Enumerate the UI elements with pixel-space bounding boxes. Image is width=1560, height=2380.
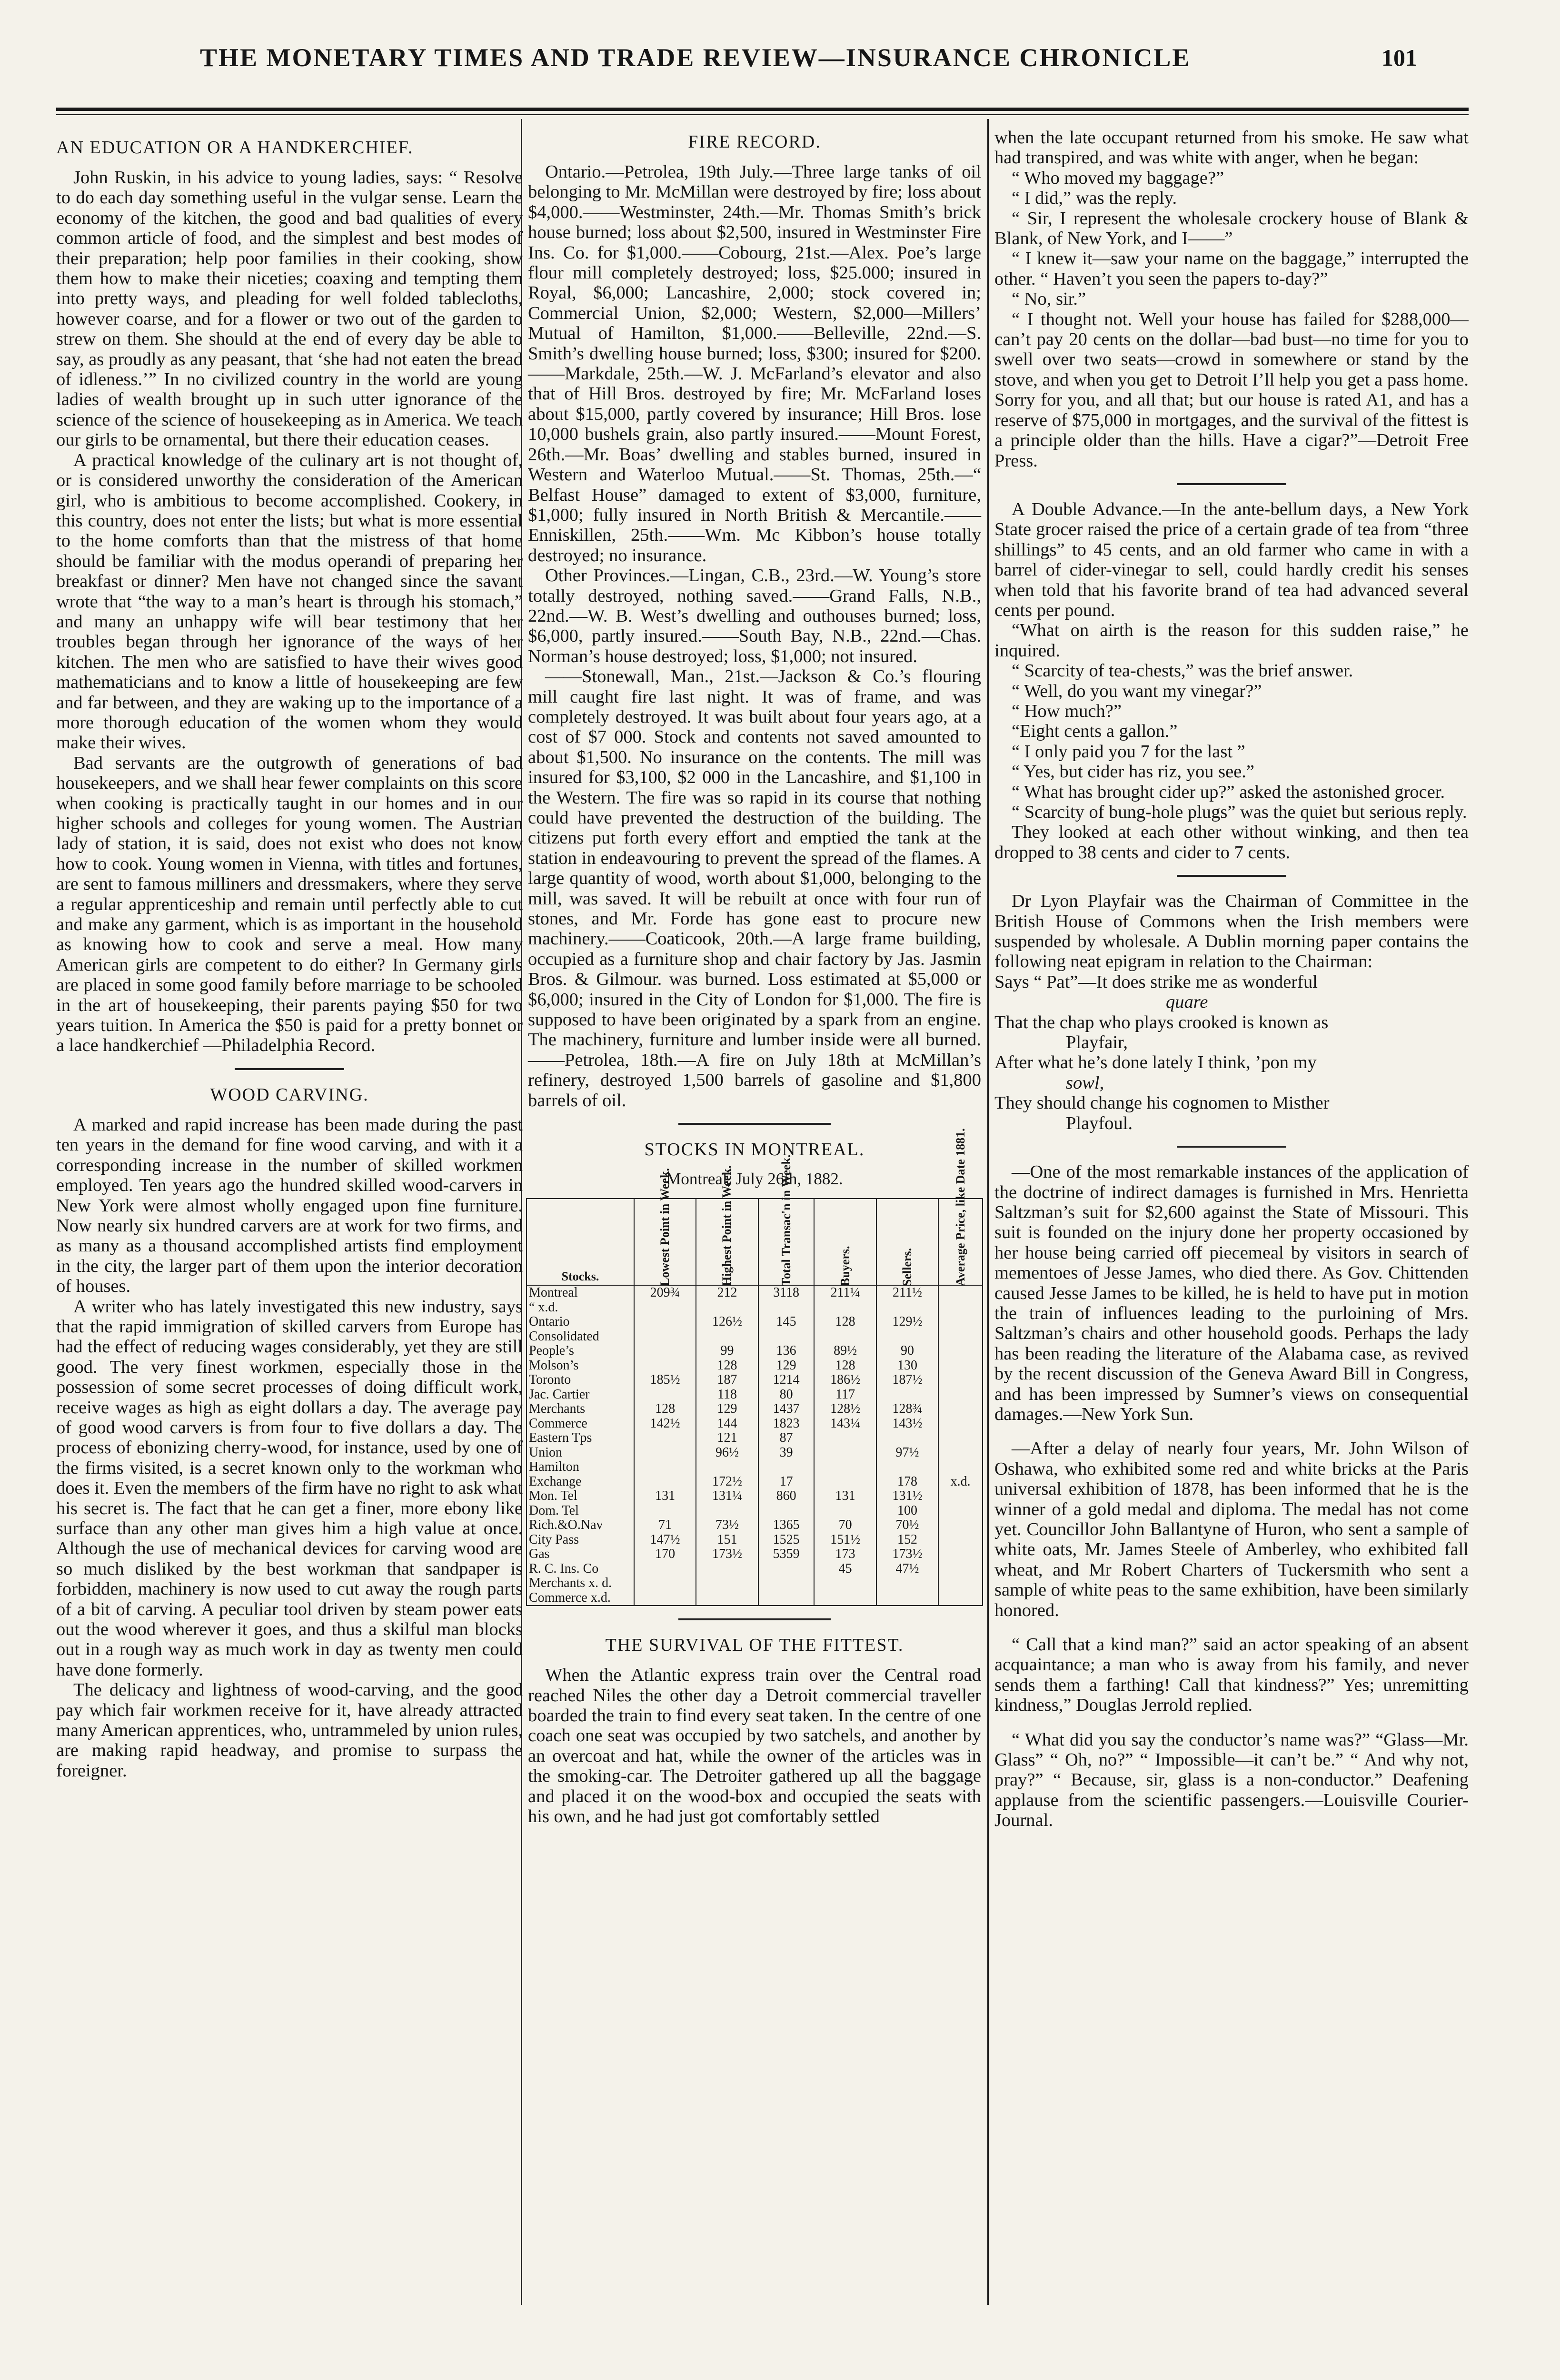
- stock-value-cell: [634, 1475, 696, 1489]
- article-paragraph: “Eight cents a gallon.”: [1012, 721, 1178, 742]
- stock-value-cell: 1365: [758, 1518, 815, 1533]
- stock-name-cell: Dom. Tel: [527, 1504, 634, 1518]
- article-paragraph: “ Scarcity of tea-chests,” was the brief answer.: [1012, 661, 1353, 681]
- stock-value-cell: 209¾: [634, 1285, 696, 1300]
- stocks-row: [527, 1431, 983, 1446]
- stock-value-cell: [938, 1591, 983, 1606]
- article-paragraph: “ I only paid you 7 for the last ”: [1012, 741, 1245, 762]
- stock-value-cell: [696, 1460, 758, 1475]
- stock-value-cell: [758, 1562, 815, 1577]
- stock-value-cell: [938, 1562, 983, 1577]
- stocks-header-row: [527, 1199, 983, 1285]
- article-paragraph: A writer who has lately investigated this new industry, says that the rapid immigration of skilled carvers from Europe has had the effect of reducing wages considerably, yet they are still good. The very finest workmen, especially those in the possession of some secret processes of doing difficult work, receive wages as high as eight dollars a day. The average pay of good wood carvers is from four to five dollars a day. The process of ebonizing cherry-wood, for instance, used by one of the firms visited, is a secret known only to the workman who does it. Even the members of the firm have no right to ask what his secret is. The fact that he can get a finer, more ebony like surface than any other man gives him a high value at once. Although the use of mechanical devices for carving wood are so much disliked by the best workman that sandpaper is forbidden, machinery is now used to cut away the rough parts of a bit of carving. A peculiar tool driven by steam power eats out the wood wherever it goes, and thus a skilful man blocks out in a rough way as much work in day as twenty men could have done formerly.: [56, 1296, 523, 1680]
- stock-value-cell: 45: [814, 1562, 876, 1577]
- article-paragraph: Ontario.—Petrolea, 19th July.—Three large tanks of oil belonging to Mr. McMillan were destroyed by fire; loss about $4,000.——Westminster, 24th.—Mr. Thomas Smith’s brick house burned; loss about $2,500, insured in Westminster Fire Ins. Co. for $1,000.——Cobourg, 21st.—Alex. Poe’s large flour mill completely destroyed; loss, $25.000; insured in Royal, $6,000; Lancashire, 2,000; stock covered in; Commercial Union, $2,000; Western, $2,000—Millers’ Mutual of Hamilton, $1,000.——Belleville, 22nd.—S. Smith’s dwelling house burned; loss, $300; insured for $200.——Markdale, 25th.—W. J. McFarland’s elevator and also that of Hill Bros. destroyed by fire; Mr. McFarland loses about $15,000, partly covered by insurance; Hill Bros. lose 10,000 bushels grain, also partly insured.——Mount Forest, 26th.—Mr. Boas’ dwelling and stables burned, insured in Western and Waterloo Mutual.——St. Thomas, 25th.—“ Belfast House” damaged to extent of $3,000, furniture, $1,000; fully insured in North British & Mercantile.——Enniskillen, 25th.——Wm. Mc Kibbon’s house totally destroyed; no insurance.: [528, 162, 981, 565]
- article-paragraph: They looked at each other without winking, and then tea dropped to 38 cents and cider to 7 cents.: [994, 822, 1469, 863]
- stock-value-cell: 152: [876, 1533, 938, 1547]
- stock-name-cell: Ontario: [527, 1315, 634, 1329]
- stock-value-cell: 142½: [634, 1417, 696, 1431]
- epigram-line: They should change his cognomen to Misther: [994, 1093, 1330, 1113]
- stock-value-cell: 3118: [758, 1285, 815, 1300]
- stock-value-cell: 170: [634, 1547, 696, 1562]
- stocks-row: [527, 1591, 983, 1606]
- stocks-row: [527, 1359, 983, 1373]
- section-separator: [1177, 875, 1286, 877]
- stock-value-cell: [814, 1576, 876, 1591]
- stock-value-cell: [758, 1300, 815, 1315]
- stock-value-cell: 211½: [876, 1285, 938, 1300]
- article-paragraph: A practical knowledge of the culinary art is not thought of, or is considered unworthy the consideration of the American girl, who is ambitious to become accomplished. Cookery, in this country, does not enter the lists; but what is more essential to the home comforts than that the mistress of that home should be familiar with the modus operandi of preparing her breakfast or dinner? Men have not changed since the savant wrote that “the way to a man’s heart is through his stomach,” and many an unhappy wife will bear testimony that her troubles began through her ignorance of the ways of her kitchen. The men who are satisfied to have their wives good mathematicians and to know a little of housekeeping are few and far between, and they are waking up to the importance of a more thorough education of the women whom they would make their wives.: [56, 450, 523, 753]
- stock-value-cell: 211¼: [814, 1285, 876, 1300]
- stock-value-cell: [758, 1576, 815, 1591]
- stocks-row: [527, 1329, 983, 1344]
- article-heading: WOOD CARVING.: [210, 1084, 369, 1105]
- stocks-row: [527, 1576, 983, 1591]
- article-paragraph: Bad servants are the outgrowth of generations of bad housekeepers, and we shall hear fewer complaints on this score when cooking is practically taught in our homes and in our higher schools and colleges for young women. The Austrian lady of station, it is said, does not exist who does not know how to cook. Young women in Vienna, with titles and fortunes, are sent to famous milliners and dressmakers, where they serve a regular apprenticeship and remain until perfectly able to cut and make any garment, which is as important in the household as knowing how to cook and serve a meal. How many American girls are competent to do either? In Germany girls are placed in some good family before marriage to be schooled in the art of housekeeping, their parents paying $50 for two years tuition. In America the $50 is paid for a pretty bonnet or a lace handkerchief —Philadelphia Record.: [56, 753, 523, 1056]
- stock-value-cell: 90: [876, 1344, 938, 1359]
- stocks-row: [527, 1533, 983, 1547]
- stock-name-cell: Jac. Cartier: [527, 1388, 634, 1402]
- article-paragraph: “ What did you say the conductor’s name was?” “Glass—Mr. Glass” “ Oh, no?” “ Impossible—it can’t be.” “ And why not, pray?” “ Because, sir, glass is a non-conductor.” Deafening applause from the scientific passengers.—Louisville Courier-Journal.: [994, 1729, 1469, 1831]
- stock-value-cell: 136: [758, 1344, 815, 1359]
- stock-value-cell: 128: [814, 1359, 876, 1373]
- stocks-row: [527, 1446, 983, 1460]
- article-paragraph: ——Stonewall, Man., 21st.—Jackson & Co.’s flouring mill caught fire last night. It was of frame, and was completely destroyed. It was built about four years ago, at a cost of $7 000. Stock and contents not saved amounted to about $1,500. No insurance on the contents. The mill was insured for $3,100, $2 000 in the Lancashire, and $1,100 in the Western. The fire was so rapid in its course that nothing could have prevented the destruction of the building. The citizens put forth every effort and emptied the tank at the station in endeavouring to prevent the spread of the flames. A large quantity of wood, worth about $1,000, belonging to the mill, was saved. It will be rebuilt at once with four run of stones, and Mr. Forde has gone east to procure new machinery.——Coaticook, 20th.—A large frame building, occupied as a furniture shop and chair factory by Jas. Jasmin Bros. & Gilmour. was burned. Loss estimated at $5,000 or $6,000; insured in the City of London for $1,000. The fire is supposed to have been originated by a spark from an engine. The machinery, furniture and lumber inside were all burned.——Petrolea, 18th.—A fire on July 18th at McMillan’s refinery, destroyed 1,500 barrels of gasoline and $1,800 barrels of oil.: [528, 666, 981, 1111]
- stock-value-cell: 173: [814, 1547, 876, 1562]
- stock-value-cell: [814, 1460, 876, 1475]
- stock-value-cell: 129: [696, 1402, 758, 1417]
- header-rule-thick: [56, 108, 1469, 111]
- stock-name-cell: Merchants x. d.: [527, 1576, 634, 1591]
- stock-value-cell: [938, 1533, 983, 1547]
- column-2: [521, 128, 988, 2298]
- stock-name-cell: Mon. Tel: [527, 1489, 634, 1504]
- stock-value-cell: [634, 1431, 696, 1446]
- stock-value-cell: 126½: [696, 1315, 758, 1329]
- article-paragraph: Dr Lyon Playfair was the Chairman of Committee in the British House of Commons when the Irish members were suspended by wholesale. A Dublin morning paper contains the following neat epigram in relation to the Chairman:: [994, 891, 1469, 972]
- stock-value-cell: [634, 1460, 696, 1475]
- stock-value-cell: 173½: [696, 1547, 758, 1562]
- stock-name-cell: Commerce: [527, 1417, 634, 1431]
- stock-value-cell: 212: [696, 1285, 758, 1300]
- stocks-row: [527, 1460, 983, 1475]
- stock-value-cell: 187: [696, 1373, 758, 1388]
- stock-value-cell: [814, 1504, 876, 1518]
- stock-value-cell: 96½: [696, 1446, 758, 1460]
- article-paragraph: when the late occupant returned from his smoke. He saw what had transpired, and was white with anger, when he began:: [994, 128, 1469, 168]
- article-paragraph: A Double Advance.—In the ante-bellum days, a New York State grocer raised the price of a certain grade of tea from “three shillings” to 45 cents, and an old farmer who came in with a barrel of cider-vinegar to sell, could hardly credit his senses when told that his favorite brand of tea had advanced several cents per pound.: [994, 499, 1469, 620]
- stock-value-cell: 178: [876, 1475, 938, 1489]
- stock-name-cell: Hamilton: [527, 1460, 634, 1475]
- stock-name-cell: Exchange: [527, 1475, 634, 1489]
- stocks-column-header: Lowest Point in Week.: [634, 1199, 696, 1285]
- stock-name-cell: Montreal: [527, 1285, 634, 1300]
- stock-value-cell: [938, 1300, 983, 1315]
- stock-value-cell: 73½: [696, 1518, 758, 1533]
- stock-value-cell: [634, 1315, 696, 1329]
- stock-name-cell: People’s: [527, 1344, 634, 1359]
- stock-value-cell: [634, 1300, 696, 1315]
- article-paragraph: “ I did,” was the reply.: [1012, 188, 1177, 208]
- stock-value-cell: 187½: [876, 1373, 938, 1388]
- stocks-row: [527, 1547, 983, 1562]
- stock-value-cell: 131: [634, 1489, 696, 1504]
- article-heading: FIRE RECORD.: [688, 132, 821, 152]
- stock-value-cell: [634, 1359, 696, 1373]
- stock-value-cell: 1525: [758, 1533, 815, 1547]
- stocks-row: [527, 1388, 983, 1402]
- epigram-line: quare: [1166, 992, 1208, 1012]
- stock-value-cell: [634, 1591, 696, 1606]
- stocks-column-header: Total Transac'n in Week.: [758, 1199, 815, 1285]
- article-paragraph: Other Provinces.—Lingan, C.B., 23rd.—W. Young’s store totally destroyed, nothing saved.——Grand Falls, N.B., 22nd.—W. B. West’s dwelling and outhouses burned; loss, $6,000, partly insured.——South Bay, N.B., 22nd.—Chas. Norman’s house destroyed; loss, $1,000; not insured.: [528, 565, 981, 666]
- stock-name-cell: Consolidated: [527, 1329, 634, 1344]
- stock-value-cell: [696, 1300, 758, 1315]
- stocks-row: [527, 1504, 983, 1518]
- article-paragraph: John Ruskin, in his advice to young ladies, says: “ Resolve to do each day something useful in the vulgar sense. Learn the economy of the kitchen, the good and bad qualities of every common article of food, and the simplest and best modes of their preparation; help poor families in their cooking, show them how to make their niceties; coaxing and tempting them into pretty ways, and pleading for well folded tablecloths, however coarse, and for a flower or two out of the garden to strew on them. She should at the end of every day be able to say, as proudly as any peasant, that ‘she had not eaten the bread of idleness.’” In no civilized country in the world are young ladies of wealth brought up in such utter ignorance of the science of the science of housekeeping as in America. We teach our girls to be ornamental, but there their education ceases.: [56, 168, 523, 450]
- stock-value-cell: 128¾: [876, 1402, 938, 1417]
- stock-value-cell: 97½: [876, 1446, 938, 1460]
- stock-value-cell: 89½: [814, 1344, 876, 1359]
- stock-name-cell: Rich.&O.Nav: [527, 1518, 634, 1533]
- stock-value-cell: [814, 1300, 876, 1315]
- stock-value-cell: 87: [758, 1431, 815, 1446]
- stock-value-cell: 39: [758, 1446, 815, 1460]
- stock-value-cell: [634, 1329, 696, 1344]
- stock-value-cell: [814, 1591, 876, 1606]
- stock-value-cell: [938, 1344, 983, 1359]
- stocks-row: [527, 1402, 983, 1417]
- stock-value-cell: [696, 1329, 758, 1344]
- stocks-row: [527, 1373, 983, 1388]
- section-separator: [1177, 483, 1286, 485]
- stock-value-cell: [876, 1329, 938, 1344]
- page-number: 101: [1381, 44, 1417, 71]
- column-1: [56, 128, 523, 2303]
- stock-value-cell: [938, 1576, 983, 1591]
- stocks-column-header: Highest Point in Week.: [696, 1199, 758, 1285]
- stocks-column-header: Buyers.: [814, 1199, 876, 1285]
- stock-value-cell: [696, 1562, 758, 1577]
- section-separator: [678, 1618, 831, 1620]
- stock-name-cell: City Pass: [527, 1533, 634, 1547]
- stock-value-cell: 1823: [758, 1417, 815, 1431]
- stock-value-cell: 121: [696, 1431, 758, 1446]
- stock-value-cell: 147½: [634, 1533, 696, 1547]
- stock-value-cell: 117: [814, 1388, 876, 1402]
- stocks-row: [527, 1315, 983, 1329]
- stock-value-cell: [696, 1576, 758, 1591]
- stock-value-cell: 1437: [758, 1402, 815, 1417]
- stock-value-cell: [634, 1446, 696, 1460]
- stock-value-cell: [938, 1359, 983, 1373]
- stock-value-cell: 128½: [814, 1402, 876, 1417]
- stock-value-cell: [938, 1388, 983, 1402]
- article-paragraph: “ Who moved my baggage?”: [1012, 168, 1224, 188]
- stock-value-cell: [814, 1431, 876, 1446]
- stock-value-cell: [814, 1446, 876, 1460]
- stock-value-cell: [634, 1504, 696, 1518]
- stock-value-cell: 131½: [876, 1489, 938, 1504]
- stock-value-cell: [758, 1329, 815, 1344]
- stock-value-cell: 17: [758, 1475, 815, 1489]
- article-paragraph: —One of the most remarkable instances of the application of the doctrine of indirect damages is furnished in Mrs. Henrietta Saltzman’s suit for $2,600 against the State of Missouri. This suit is founded on the injury done her property occasioned by her house being carried off piecemeal by visitors in search of mementoes of Jesse James, who died there. As Gov. Chittenden caused Jesse James to be killed, he is held to have put in motion the train of influences leading to the purloining of Mrs. Saltzman’s chairs and other household goods. Perhaps the lady has been reading the literature of the Alabama case, as revived by the recent discussion of the Geneva Award Bill in Congress, and has been impressed by Sumner’s views on consequential damages.—New York Sun.: [994, 1162, 1469, 1424]
- column-3: [988, 128, 1469, 2289]
- stock-value-cell: 70: [814, 1518, 876, 1533]
- stock-value-cell: [938, 1504, 983, 1518]
- stock-value-cell: 1214: [758, 1373, 815, 1388]
- stock-value-cell: [814, 1329, 876, 1344]
- article-paragraph: “ What has brought cider up?” asked the astonished grocer.: [1012, 782, 1445, 802]
- stock-value-cell: [758, 1504, 815, 1518]
- stock-value-cell: 151: [696, 1533, 758, 1547]
- stock-value-cell: 118: [696, 1388, 758, 1402]
- stock-value-cell: [876, 1591, 938, 1606]
- stocks-row: [527, 1300, 983, 1315]
- stock-value-cell: [814, 1475, 876, 1489]
- stock-value-cell: 128: [634, 1402, 696, 1417]
- stock-value-cell: [634, 1562, 696, 1577]
- stock-value-cell: 144: [696, 1417, 758, 1431]
- stock-value-cell: 130: [876, 1359, 938, 1373]
- stock-value-cell: [696, 1504, 758, 1518]
- stock-value-cell: [938, 1431, 983, 1446]
- stock-value-cell: 80: [758, 1388, 815, 1402]
- article-paragraph: “ Well, do you want my vinegar?”: [1012, 681, 1262, 701]
- article-paragraph: “ How much?”: [1012, 701, 1122, 721]
- article-paragraph: “ I knew it—saw your name on the baggage,” interrupted the other. “ Haven’t you seen the papers to-day?”: [994, 248, 1469, 289]
- stock-name-cell: R. C. Ins. Co: [527, 1562, 634, 1577]
- stock-value-cell: 172½: [696, 1475, 758, 1489]
- article-paragraph: “ No, sir.”: [1012, 289, 1086, 309]
- section-separator: [1177, 1146, 1286, 1148]
- stock-value-cell: [938, 1285, 983, 1300]
- stocks-column-header: Stocks.: [527, 1199, 634, 1285]
- stock-value-cell: [938, 1329, 983, 1344]
- stocks-row: [527, 1518, 983, 1533]
- stock-name-cell: Commerce x.d.: [527, 1591, 634, 1606]
- page-header: [0, 40, 1560, 78]
- article-heading: AN EDUCATION OR A HANDKERCHIEF.: [56, 138, 414, 158]
- stock-value-cell: [938, 1315, 983, 1329]
- stock-value-cell: 70½: [876, 1518, 938, 1533]
- stock-value-cell: [938, 1547, 983, 1562]
- stock-value-cell: 145: [758, 1315, 815, 1329]
- article-paragraph: “ I thought not. Well your house has failed for $288,000—can’t pay 20 cents on the dollar—bad bust—no time for you to swell over two seats—crowd in somewhere or stand by the stove, and when you get to Detroit I’ll help you get a pass home. Sorry for you, and all that; but our house is rated A1, and has a reserve of $75,000 in mortgages, and the survival of the fittest is a principle older than the hills. Have a cigar?”—Detroit Free Press.: [994, 309, 1469, 471]
- stock-value-cell: [634, 1388, 696, 1402]
- stocks-row: [527, 1475, 983, 1489]
- stock-value-cell: 128: [696, 1359, 758, 1373]
- stocks-row: [527, 1285, 983, 1300]
- stock-name-cell: Merchants: [527, 1402, 634, 1417]
- section-separator: [235, 1068, 344, 1070]
- stock-name-cell: Molson’s: [527, 1359, 634, 1373]
- epigram-line: Says “ Pat”—It does strike me as wonderful: [994, 972, 1318, 992]
- stock-value-cell: 151½: [814, 1533, 876, 1547]
- stock-value-cell: [938, 1460, 983, 1475]
- article-paragraph: “ Sir, I represent the wholesale crockery house of Blank & Blank, of New York, and I——”: [994, 208, 1469, 249]
- stock-value-cell: [876, 1460, 938, 1475]
- stock-name-cell: Gas: [527, 1547, 634, 1562]
- stocks-row: [527, 1417, 983, 1431]
- masthead-title: THE MONETARY TIMES AND TRADE REVIEW—INSURANCE CHRONICLE: [200, 43, 1191, 72]
- stock-value-cell: 129: [758, 1359, 815, 1373]
- article-paragraph: “ Call that a kind man?” said an actor speaking of an absent acquaintance; a man who is away from his family, and never sends them a farthing! Call that kindness?” Yes; unremitting kindness,” Douglas Jerrold replied.: [994, 1635, 1469, 1716]
- stock-value-cell: 71: [634, 1518, 696, 1533]
- stock-value-cell: [758, 1460, 815, 1475]
- stocks-heading: STOCKS IN MONTREAL.: [644, 1140, 865, 1160]
- stock-value-cell: [758, 1591, 815, 1606]
- epigram-line: Playfoul.: [1066, 1113, 1133, 1133]
- epigram-line: Playfair,: [1066, 1032, 1128, 1053]
- epigram: [994, 972, 1469, 1133]
- stock-value-cell: 128: [814, 1315, 876, 1329]
- stock-value-cell: [938, 1518, 983, 1533]
- article-paragraph: “ Yes, but cider has riz, you see.”: [1012, 762, 1254, 782]
- stock-value-cell: [938, 1402, 983, 1417]
- section-separator: [678, 1123, 831, 1125]
- stock-name-cell: “ x.d.: [527, 1300, 634, 1315]
- epigram-line: After what he’s done lately I think, ’pon my: [994, 1052, 1317, 1073]
- stock-name-cell: Eastern Tps: [527, 1431, 634, 1446]
- stocks-row: [527, 1562, 983, 1577]
- article-paragraph: When the Atlantic express train over the Central road reached Niles the other day a Detroit commercial traveller boarded the train to find every seat taken. In the centre of one coach one seat was occupied by two satchels, and another by an overcoat and hat, while the owner of the articles was in the smoking-car. The Detroiter gathered up all the baggage and placed it on the wood-box and occupied the seats with his own, and he had just got comfortably settled: [528, 1665, 981, 1826]
- stocks-date: Montreal, July 26th, 1882.: [666, 1170, 843, 1189]
- stock-value-cell: [634, 1344, 696, 1359]
- article-paragraph: “What on airth is the reason for this sudden raise,” he inquired.: [994, 620, 1469, 661]
- stock-value-cell: [876, 1431, 938, 1446]
- article-paragraph: “ Scarcity of bung-hole plugs” was the quiet but serious reply.: [1012, 802, 1467, 822]
- stock-value-cell: 129½: [876, 1315, 938, 1329]
- stock-value-cell: 860: [758, 1489, 815, 1504]
- article-heading: THE SURVIVAL OF THE FITTEST.: [605, 1635, 904, 1656]
- stock-value-cell: 131: [814, 1489, 876, 1504]
- stocks-table-body: [527, 1285, 983, 1606]
- stock-value-cell: [876, 1576, 938, 1591]
- stock-value-cell: [938, 1446, 983, 1460]
- stock-value-cell: [696, 1591, 758, 1606]
- stock-value-cell: x.d.: [938, 1475, 983, 1489]
- stocks-row: [527, 1489, 983, 1504]
- stocks-row: [527, 1344, 983, 1359]
- stock-value-cell: 185½: [634, 1373, 696, 1388]
- stock-name-cell: Toronto: [527, 1373, 634, 1388]
- stock-value-cell: 47½: [876, 1562, 938, 1577]
- stock-value-cell: [938, 1489, 983, 1504]
- header-rule-thin: [56, 114, 1469, 115]
- stock-value-cell: 99: [696, 1344, 758, 1359]
- stock-value-cell: 100: [876, 1504, 938, 1518]
- epigram-line: That the chap who plays crooked is known as: [994, 1012, 1329, 1032]
- article-paragraph: A marked and rapid increase has been made during the past ten years in the demand for fine wood carving, and with it a corresponding increase in the number of skilled workmen employed. Ten years ago the hundred skilled wood-carvers in New York were almost wholly engaged upon fine furniture. Now nearly six hundred carvers are at work for two firms, and as many as a thousand accomplished artists find employment in the city, the larger part of them upon the interior decoration of houses.: [56, 1114, 523, 1297]
- stock-value-cell: [876, 1388, 938, 1402]
- stock-value-cell: 143¼: [814, 1417, 876, 1431]
- stock-value-cell: [876, 1300, 938, 1315]
- stocks-column-header: Sellers.: [876, 1199, 938, 1285]
- stocks-column-header: Average Price, like Date 1881.: [938, 1199, 983, 1285]
- epigram-line: sowl,: [1066, 1072, 1104, 1093]
- stock-value-cell: 143½: [876, 1417, 938, 1431]
- article-paragraph: —After a delay of nearly four years, Mr. John Wilson of Oshawa, who exhibited some red and white bricks at the Paris universal exhibition of 1878, has been informed that he is the winner of a gold medal and diploma. The medal has not come yet. Councillor John Ballantyne of Huron, who sent a sample of white oats, Mr. James Steele of Amberley, who exhibited fall wheat, and Mr Robert Charters of Tuckersmith who sent a sample of white peas to the same exhibition, have been similarly honored.: [994, 1438, 1469, 1620]
- stock-value-cell: 173½: [876, 1547, 938, 1562]
- stock-value-cell: [938, 1373, 983, 1388]
- stock-value-cell: [634, 1576, 696, 1591]
- stock-value-cell: [938, 1417, 983, 1431]
- stock-name-cell: Union: [527, 1446, 634, 1460]
- stock-value-cell: 186½: [814, 1373, 876, 1388]
- stock-value-cell: 5359: [758, 1547, 815, 1562]
- stock-value-cell: 131¼: [696, 1489, 758, 1504]
- article-paragraph: The delicacy and lightness of wood-carving, and the good pay which fair workmen receive for it, have already attracted many American apprentices, who, untrammeled by union rules, are making rapid headway, and promise to surpass the foreigner.: [56, 1680, 523, 1781]
